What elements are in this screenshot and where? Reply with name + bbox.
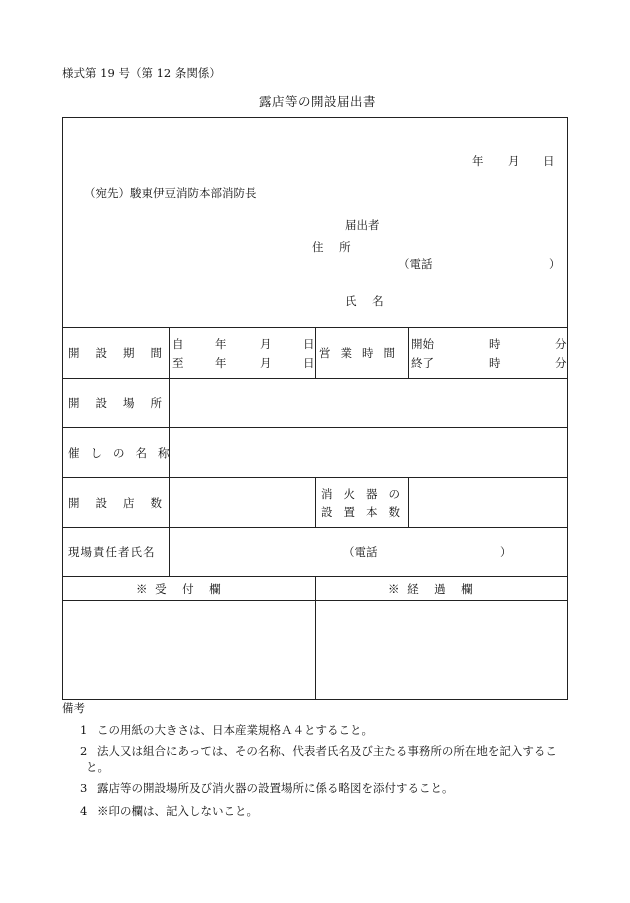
period-to-day: 日 (303, 356, 315, 370)
note-text: ※印の欄は、記入しないこと。 (97, 804, 258, 818)
rule (315, 477, 316, 527)
addressee: （宛先）駿東伊豆消防本部消防長 (84, 186, 257, 200)
document-title: 露店等の開設届出書 (259, 94, 377, 109)
rule (62, 427, 568, 428)
rule (62, 378, 568, 379)
applicant-label: 届出者 (345, 218, 380, 232)
stores-label: 開設店数 (68, 496, 178, 510)
period-label: 開設期間 (68, 346, 178, 360)
rule (408, 477, 409, 527)
period-from-month: 月 (260, 337, 272, 351)
rule (315, 327, 316, 378)
note-number: 3 (80, 781, 88, 795)
place-label: 開設場所 (68, 396, 178, 410)
rule (315, 576, 316, 700)
period-to-year: 年 (215, 356, 227, 370)
note-text: 法人又は組合にあっては、その名称、代表者氏名及び主たる事務所の所在地を記入するこ (97, 744, 557, 758)
note-number: 2 (80, 744, 88, 758)
form-number: 様式第 19 号（第 12 条関係） (62, 66, 221, 80)
hours-end: 終了 (411, 356, 434, 370)
date-month: 月 (508, 154, 520, 168)
phone-open: （電話 (398, 257, 433, 271)
manager-label: 現場責任者氏名 (68, 545, 156, 559)
date-year: 年 (472, 154, 484, 168)
address-label: 住 所 (312, 240, 357, 254)
period-to: 至 (172, 356, 184, 370)
note-text-continuation: と。 (86, 760, 109, 774)
event-label: 催しの名称 (68, 446, 181, 460)
note-text: この用紙の大きさは、日本産業規格Ａ４とすること。 (97, 723, 373, 737)
extinguisher-label-1: 消火器の (321, 487, 411, 501)
hours-end-hour: 時 (489, 356, 501, 370)
manager-phone-open: （電話 (343, 545, 378, 559)
note-number: 1 (80, 723, 88, 737)
period-to-month: 月 (260, 356, 272, 370)
manager-phone-close: ） (500, 545, 512, 559)
period-from-day: 日 (303, 337, 315, 351)
extinguisher-label-2: 設置本数 (321, 505, 411, 519)
note-number: 4 (80, 804, 88, 818)
hours-end-minute: 分 (555, 356, 567, 370)
rule (408, 327, 409, 378)
period-from-year: 年 (215, 337, 227, 351)
notes-heading: 備考 (62, 701, 85, 715)
progress-label: ※ 経 過 欄 (388, 582, 475, 596)
note-text: 露店等の開設場所及び消火器の設置場所に係る略図を添付すること。 (97, 781, 454, 795)
hours-start-minute: 分 (555, 337, 567, 351)
hours-label: 営業時間 (319, 346, 405, 360)
period-from: 自 (172, 337, 184, 351)
hours-start: 開始 (411, 337, 434, 351)
hours-start-hour: 時 (489, 337, 501, 351)
date-day: 日 (543, 154, 555, 168)
rule (62, 527, 568, 528)
name-label: 氏 名 (345, 294, 390, 308)
phone-close: ） (549, 257, 561, 271)
reception-label: ※ 受 付 欄 (136, 582, 223, 596)
